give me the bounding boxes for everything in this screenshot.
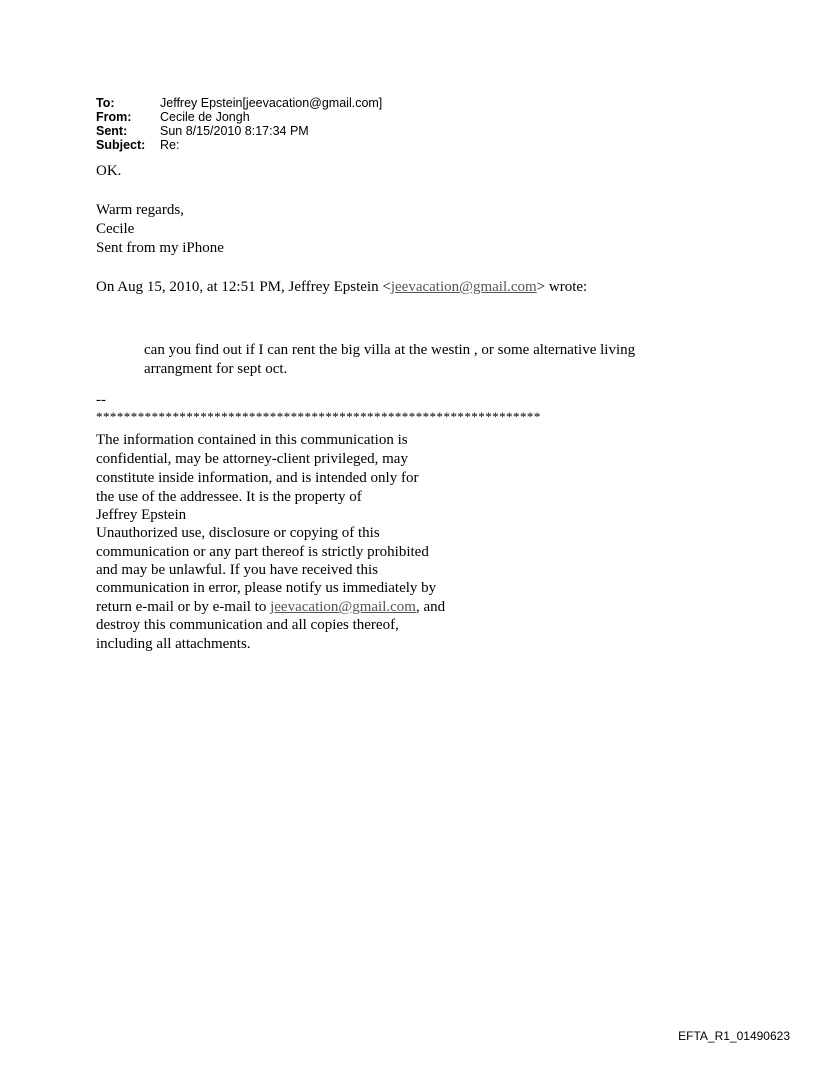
disclaimer-line-5: Jeffrey Epstein — [96, 507, 187, 523]
subject-value: Re: — [160, 138, 180, 152]
document-id: EFTA_R1_01490623 — [678, 1029, 790, 1043]
disclaimer-email-link[interactable]: jeevacation@gmail.com — [270, 599, 416, 615]
return-after: , and — [415, 599, 446, 615]
quote-email-link[interactable]: jeevacation@gmail.com — [390, 279, 537, 295]
stars-divider: **************************************************************** — [96, 409, 541, 424]
return-before: return e-mail or by e-mail to — [96, 599, 271, 615]
sent-value: Sun 8/15/2010 8:17:34 PM — [160, 124, 309, 138]
quoted-line-2: arrangment for sept oct. — [144, 361, 288, 377]
from-row — [96, 110, 382, 124]
reply-text: OK. — [96, 163, 122, 179]
signature-name: Cecile — [96, 221, 135, 237]
email-header — [96, 96, 382, 152]
disclaimer-line-6: Unauthorized use, disclosure or copying of this — [96, 525, 380, 541]
disclaimer-line-8: and may be unlawful. If you have received this — [96, 562, 378, 578]
disclaimer-including-line: including all attachments. — [96, 636, 251, 652]
disclaimer-line-4: the use of the addressee. It is the property of — [96, 489, 362, 505]
disclaimer-destroy-line: destroy this communication and all copies thereof, — [96, 617, 399, 633]
from-value: Cecile de Jongh — [160, 110, 250, 124]
to-label: To: — [96, 96, 115, 110]
subject-row — [96, 138, 382, 152]
sent-label: Sent: — [96, 124, 128, 138]
to-value: Jeffrey Epstein[jeevacation@gmail.com] — [160, 96, 383, 110]
disclaimer-line-2: confidential, may be attorney-client privileged, may — [96, 451, 408, 467]
from-label: From: — [96, 110, 132, 124]
sent-row — [96, 124, 382, 138]
quoted-line-1: can you find out if I can rent the big villa at the westin , or some alternative living — [144, 342, 636, 358]
disclaimer-line-7: communication or any part thereof is strictly prohibited — [96, 544, 429, 560]
quote-intro-after: > wrote: — [536, 279, 588, 295]
quote-intro-before: On Aug 15, 2010, at 12:51 PM, Jeffrey Epstein < — [96, 279, 391, 295]
separator: -- — [96, 392, 106, 408]
disclaimer-line-3: constitute inside information, and is intended only for — [96, 470, 419, 486]
disclaimer-return-line — [96, 598, 445, 617]
to-row — [96, 96, 382, 110]
quote-intro — [96, 278, 587, 297]
subject-label: Subject: — [96, 138, 146, 152]
disclaimer-line-9: communication in error, please notify us immediately by — [96, 580, 437, 596]
closing: Warm regards, — [96, 202, 184, 218]
sent-from: Sent from my iPhone — [96, 240, 224, 256]
disclaimer-line-1: The information contained in this communication is — [96, 432, 408, 448]
